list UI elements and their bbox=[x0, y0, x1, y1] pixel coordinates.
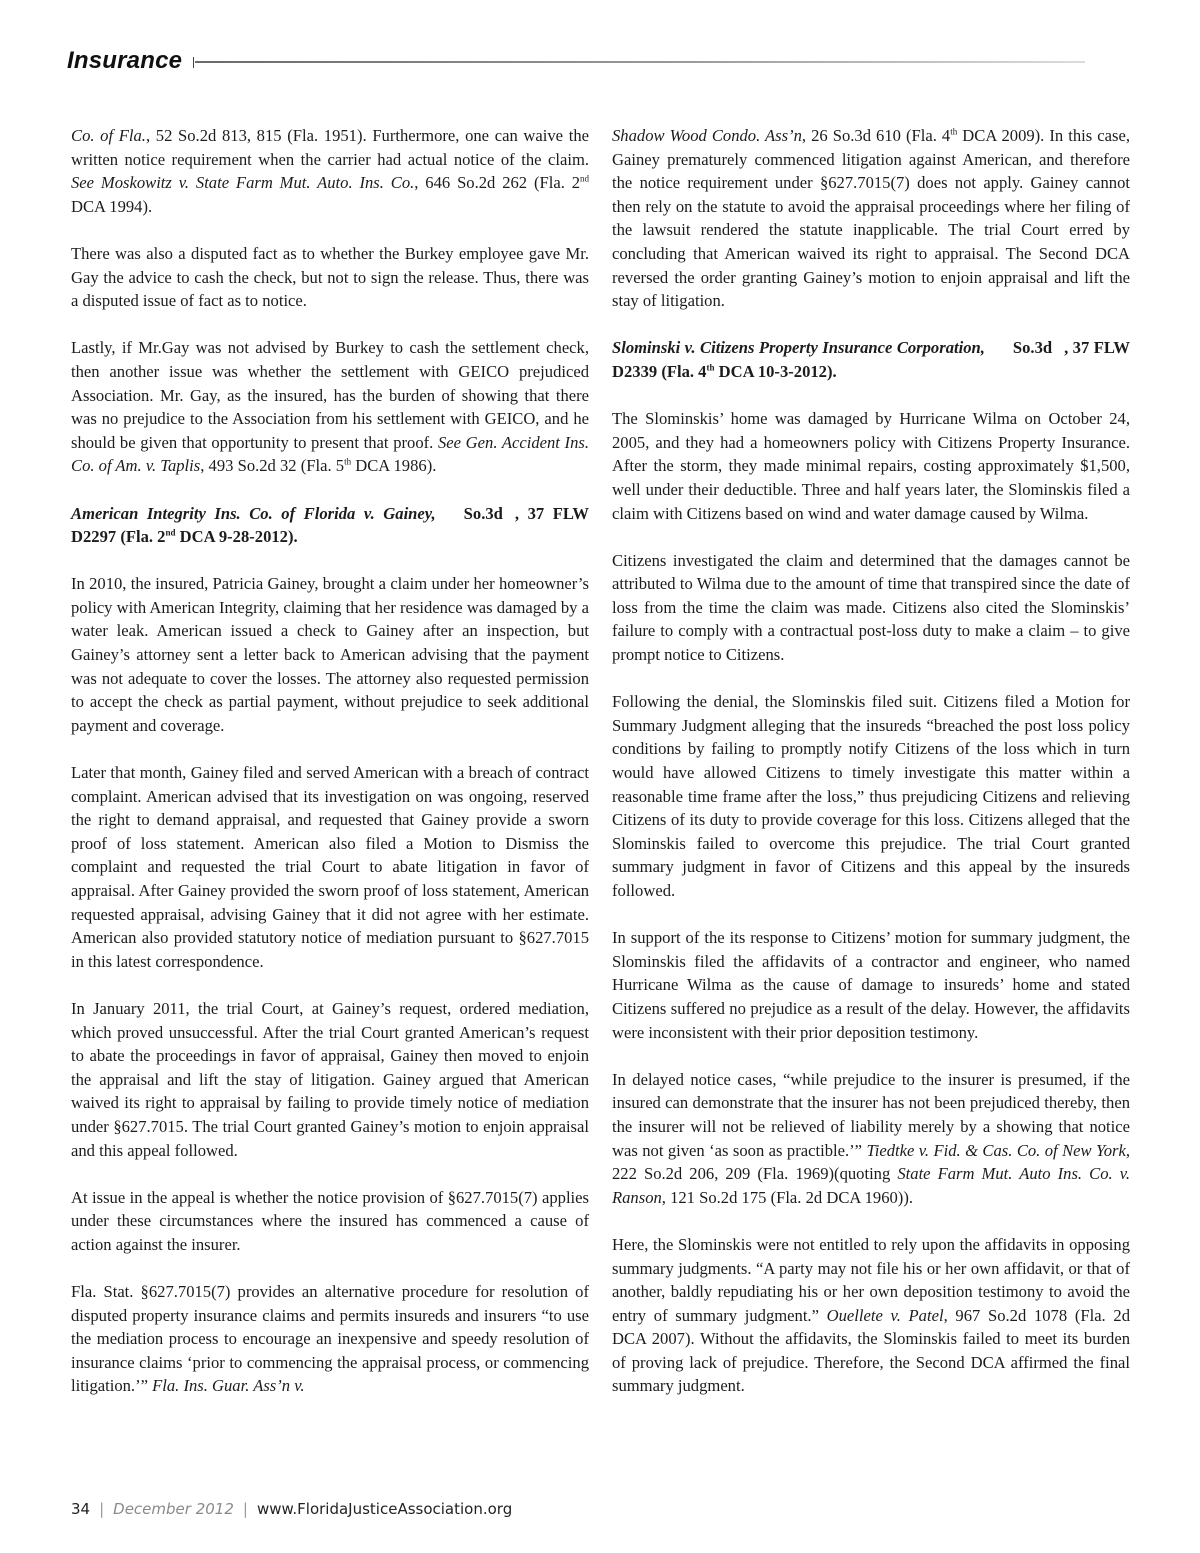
text: Fla. Stat. §627.7015(7) provides an alternative procedure for resolution of disputed property insurance claims and permits insureds and insurers “to use the mediation process to encourage an inexpensive and speedy resolution of insurance claims ‘prior to commencing the appraisal process, or commencing litigation.’” bbox=[71, 1282, 589, 1396]
issue-date: December 2012 bbox=[113, 1500, 234, 1518]
text: DCA 1994). bbox=[71, 196, 153, 216]
case-citation: See Gen. Accident Ins. Co. of Am. v. Taplis bbox=[71, 432, 589, 476]
ordinal-suffix: th bbox=[344, 456, 352, 467]
footer-separator: | bbox=[99, 1500, 105, 1518]
text: , 222 So.2d 206, 209 (Fla. 1969)(quoting bbox=[612, 1140, 1130, 1184]
left-column bbox=[71, 124, 589, 1398]
citation-text: So.3d bbox=[463, 503, 503, 523]
website-link[interactable]: www.FloridaJusticeAssociation.org bbox=[256, 1500, 513, 1518]
paragraph: The Slominskis’ home was damaged by Hurricane Wilma on October 24, 2005, and they had a homeowners policy with Citizens Property Insurance. After the storm, they made minimal repairs, costing approximately $1,500, well under their deductible. Three and half years later, the Slominskis filed a claim with Citizens based on wind and water damage caused by Wilma. bbox=[612, 409, 1130, 523]
section-header bbox=[67, 47, 1087, 77]
paragraph bbox=[612, 1068, 1130, 1210]
paragraph: In 2010, the insured, Patricia Gainey, brought a claim under her homeowner’s policy with American Integrity, claiming that her residence was damaged by a water leak. American issued a check to Gainey after an inspection, but Gainey’s attorney sent a letter back to American advising that the payment was not adequate to cover the losses. The attorney also requested permission to accept the check as partial payment, without prejudice to seek additional payment and coverage. bbox=[71, 574, 589, 735]
citation-text: , 37 FLW D2297 (Fla. 2 bbox=[71, 503, 589, 547]
ordinal-suffix: nd bbox=[580, 173, 589, 184]
text: DCA 1986). bbox=[351, 456, 437, 476]
case-heading bbox=[612, 336, 1130, 383]
text: , 646 So.2d 262 (Fla. 2 bbox=[414, 173, 580, 193]
section-title: Insurance bbox=[67, 47, 183, 74]
page-number: 34 bbox=[71, 1500, 91, 1518]
paragraph bbox=[612, 1233, 1130, 1398]
paragraph: In support of the its response to Citizens’ motion for summary judgment, the Slominskis filed the affidavits of a contractor and engineer, who named Hurricane Wilma as the cause of damage to insureds’ home and stated Citizens suffered no prejudice as a result of the delay. However, the affidavits were inconsistent with their prior deposition testimony. bbox=[612, 928, 1130, 1042]
paragraph bbox=[71, 1280, 589, 1398]
paragraph bbox=[71, 124, 589, 218]
case-citation: Co. of Fla. bbox=[71, 126, 146, 145]
citation-text: So.3d bbox=[1012, 338, 1053, 358]
citation-text: DCA 10-3-2012). bbox=[714, 361, 837, 381]
header-rule-tick bbox=[193, 57, 194, 68]
ordinal-suffix: nd bbox=[165, 527, 176, 538]
paragraph bbox=[71, 336, 589, 478]
paragraph: There was also a disputed fact as to whether the Burkey employee gave Mr. Gay the advice to cash the check, but not to sign the release. Thus, there was a disputed issue of fact as to notice. bbox=[71, 243, 589, 311]
case-citation: Shadow Wood Condo. Ass’n bbox=[612, 126, 802, 145]
paragraph: In January 2011, the trial Court, at Gainey’s request, ordered mediation, which proved unsuccessful. After the trial Court granted American’s request to abate the proceedings in favor of appraisal, Gainey then moved to enjoin the appraisal and lift the stay of litigation. Gainey argued that American waived its right to appraisal by failing to provide timely notice of mediation under §627.7015. The trial Court granted Gainey’s motion to enjoin appraisal and this appeal followed. bbox=[71, 998, 589, 1160]
case-name: Slominski v. Citizens Property Insurance Corporation, bbox=[612, 338, 985, 358]
text: Lastly, if Mr.Gay was not advised by Burkey to cash the settlement check, then another issue was whether the settlement with GEICO prejudiced Association. Mr. Gay, as the insured, has the burden of showing that there was no prejudice to the Association from his settlement with GEICO, and he should be given that opportunity to present that proof. bbox=[71, 338, 589, 452]
text: , 967 So.2d 1078 (Fla. 2d DCA 2007). Without the affidavits, the Slominskis failed to meet its burden of proving lack of prejudice. Therefore, the Second DCA affirmed the final summary judgment. bbox=[612, 1305, 1130, 1396]
paragraph: Following the denial, the Slominskis filed suit. Citizens filed a Motion for Summary Judgment alleging that the insureds “breached the post loss policy conditions by failing to promptly notify Citizens of the loss which in turn would have allowed Citizens to timely investigate this matter within a reasonable time frame after the loss,” thus prejudicing Citizens and relieving Citizens of its duty to provide coverage for this loss. Citizens alleged that the Slominskis failed to overcome this prejudice. The trial Court granted summary judgment in favor of Citizens and this appeal by the insureds followed. bbox=[612, 692, 1130, 900]
text: , 52 So.2d 813, 815 (Fla. 1951). Furthermore, one can waive the written notice requirement when the carrier had actual notice of the claim. bbox=[71, 126, 589, 169]
paragraph: Later that month, Gainey filed and served American with a breach of contract complaint. American advised that its investigation on was ongoing, reserved the right to demand appraisal, and requested that Gainey provide a sworn proof of loss statement. American also filed a Motion to Dismiss the complaint and requested the trial Court to abate litigation in favor of appraisal. After Gainey provided the sworn proof of loss statement, American requested appraisal, advising Gainey that it did not agree with her estimate. American also provided statutory notice of mediation pursuant to §627.7015 in this latest correspondence. bbox=[71, 763, 589, 971]
header-rule bbox=[195, 61, 1085, 63]
ordinal-suffix: th bbox=[950, 126, 958, 137]
paragraph: At issue in the appeal is whether the notice provision of §627.7015(7) applies under these circumstances where the insured has commenced a cause of action against the insurer. bbox=[71, 1187, 589, 1254]
text: DCA 2009). In this case, Gainey prematurely commenced litigation against American, and therefore the notice requirement under §627.7015(7) does not apply. Gainey cannot then rely on the statute to avoid the appraisal proceedings where her filing of the lawsuit rendered the statute inapplicable. The trial Court erred by concluding that American waived its right to appraisal. The Second DCA reversed the order granting Gainey’s motion to enjoin appraisal and lift the stay of litigation. bbox=[612, 126, 1130, 311]
text: In delayed notice cases, “while prejudice to the insurer is presumed, if the insured can demonstrate that the insurer has not been prejudiced thereby, then the insurer will not be relieved of liability merely by a showing that notice was not given ‘as soon as practible.’” bbox=[612, 1069, 1130, 1160]
ordinal-suffix: th bbox=[706, 362, 715, 373]
paragraph bbox=[612, 124, 1130, 313]
right-column bbox=[612, 124, 1130, 1398]
text: Here, the Slominskis were not entitled to rely upon the affidavits in opposing summary judgments. “A party may not file his or her own affidavit, or that of another, baldly repudiating his or her own deposition testimony to avoid the entry of summary judgment.” bbox=[612, 1234, 1130, 1325]
case-heading bbox=[71, 502, 589, 549]
citation-text: DCA 9-28-2012). bbox=[175, 527, 298, 547]
paragraph: Citizens investigated the claim and determined that the damages cannot be attributed to Wilma due to the amount of time that transpired since the date of loss from the time the claim was made. Citizens also cited the Slominskis’ failure to comply with a contractual post-loss duty to make a claim – to give prompt notice to Citizens. bbox=[612, 550, 1130, 665]
case-citation: Fla. Ins. Guar. Ass’n v. bbox=[152, 1376, 305, 1396]
case-citation: Tiedtke v. Fid. & Cas. Co. of New York bbox=[866, 1140, 1126, 1160]
citation-text: , 37 FLW D2339 (Fla. 4 bbox=[612, 338, 1130, 381]
case-citation: State Farm Mut. Auto Ins. Co. v. Ranson bbox=[612, 1164, 1130, 1207]
case-citation: Ouellete v. Patel bbox=[826, 1305, 944, 1325]
case-name: American Integrity Ins. Co. of Florida v. Gainey, bbox=[71, 503, 436, 523]
case-citation: See Moskowitz v. State Farm Mut. Auto. Ins. Co. bbox=[71, 173, 415, 193]
text: , 493 So.2d 32 (Fla. 5 bbox=[200, 456, 345, 476]
page-footer bbox=[71, 1500, 512, 1524]
text: , 121 So.2d 175 (Fla. 2d DCA 1960)). bbox=[661, 1187, 913, 1207]
text: , 26 So.3d 610 (Fla. 4 bbox=[801, 126, 951, 145]
footer-separator: | bbox=[242, 1500, 248, 1518]
